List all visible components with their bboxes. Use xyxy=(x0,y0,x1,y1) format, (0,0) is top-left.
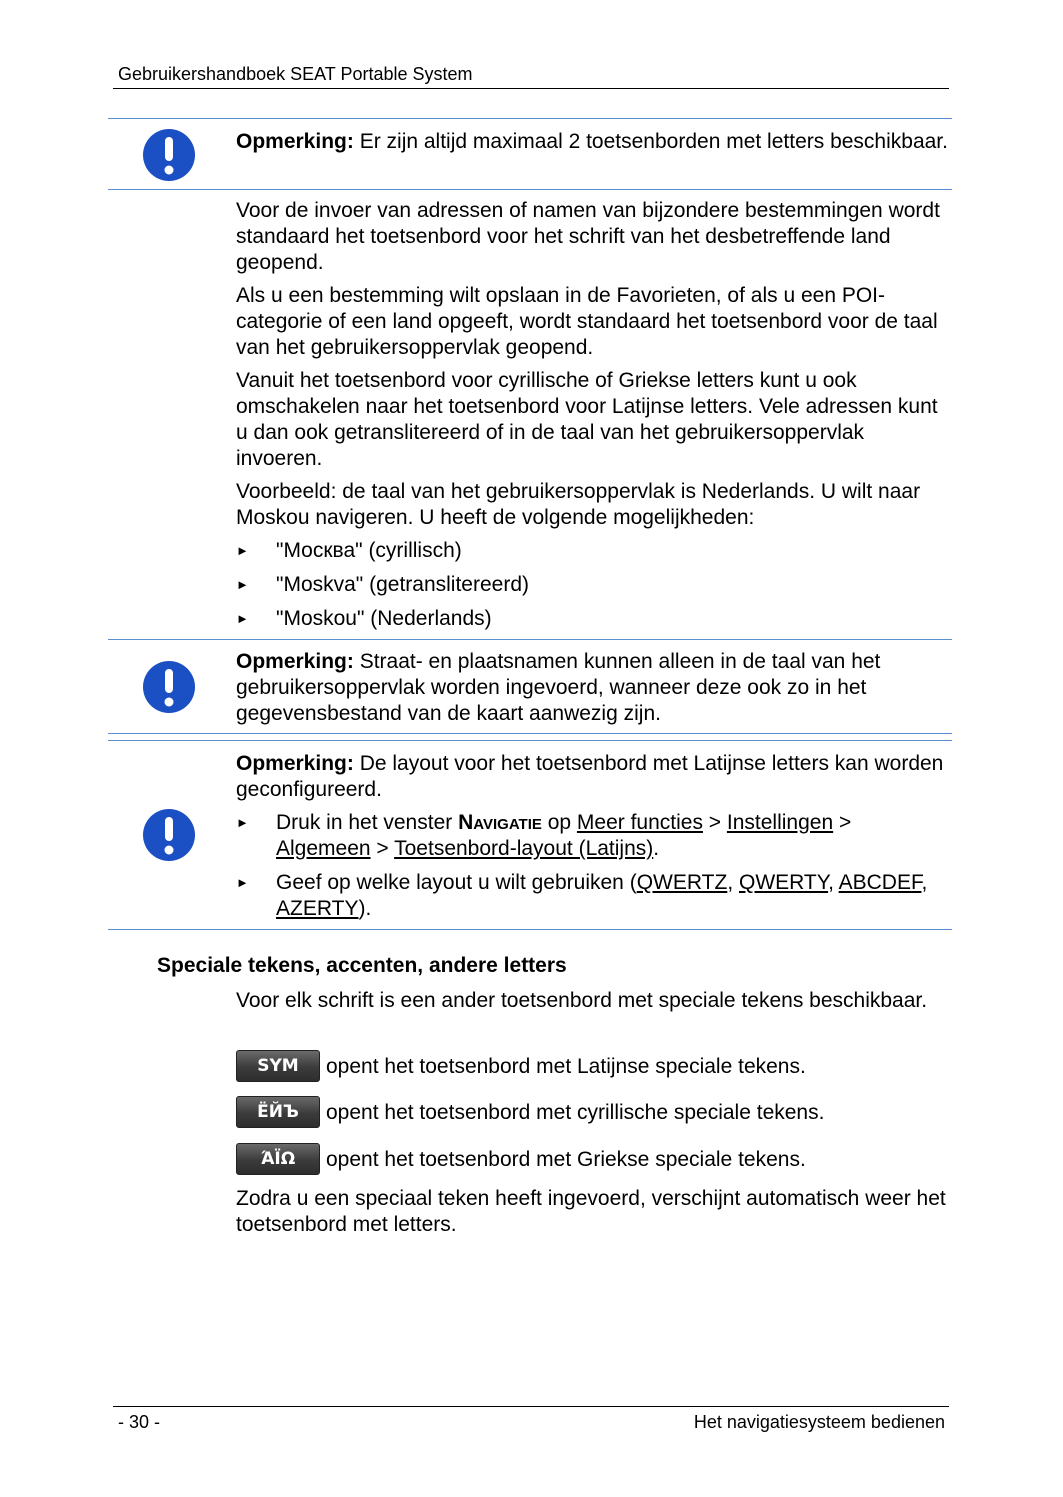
layout-option-qwerty[interactable]: QWERTY xyxy=(738,871,829,894)
note1-bottom-rule xyxy=(108,189,952,190)
greek-key-button[interactable]: ΆΪΩ xyxy=(236,1143,320,1175)
menu-link-toetsenbord-layout[interactable]: Toetsenbord-layout (Latijns) xyxy=(394,837,654,860)
cyrillic-key-button[interactable]: ЁЙЪ xyxy=(236,1096,320,1128)
key-description: opent het toetsenbord met Latijnse speciale tekens. xyxy=(326,1055,806,1078)
key-description: opent het toetsenbord met cyrillische speciale tekens. xyxy=(326,1101,825,1124)
key-row-greek xyxy=(236,1141,806,1173)
bullet-arrow-icon: ► xyxy=(236,543,249,558)
list-item xyxy=(236,870,948,922)
paragraph: Voor de invoer van adressen of namen van bijzondere bestemmingen wordt standaard het toetsenbord voor het schrift van het desbetreffende land geopend. xyxy=(236,199,940,274)
menu-link-instellingen[interactable]: Instellingen xyxy=(726,811,834,834)
chapter-title: Het navigatiesysteem bedienen xyxy=(693,1412,945,1432)
list-item-text xyxy=(276,810,948,862)
paragraph: Als u een bestemming wilt opslaan in de Favorieten, of als u een POI-categorie of een land opgeeft, wordt standaard het toetsenbord voor de taal van het gebruikersoppervlak geopend. xyxy=(236,284,938,359)
menu-link-algemeen[interactable]: Algemeen xyxy=(276,837,371,860)
section-intro: Voor elk schrift is een ander toetsenbord met speciale tekens beschikbaar. xyxy=(236,989,928,1012)
separator: > xyxy=(702,811,727,834)
note-body: Er zijn altijd maximaal 2 toetsenborden met letters beschikbaar. xyxy=(353,130,948,153)
note3-bottom-rule xyxy=(108,929,952,930)
separator: , xyxy=(727,871,739,894)
bullet-arrow-icon: ► xyxy=(236,577,249,592)
key-row-cyrillic xyxy=(236,1094,824,1126)
note2-text xyxy=(236,649,948,727)
separator: > xyxy=(370,837,395,860)
footer-rule xyxy=(113,1406,949,1407)
list-item xyxy=(236,810,948,862)
note-label: Opmerking: xyxy=(236,650,354,673)
key-row-sym xyxy=(236,1048,806,1080)
layout-option-qwertz[interactable]: QWERTZ xyxy=(636,871,728,894)
paragraph: Voorbeeld: de taal van het gebruikersoppervlak is Nederlands. U wilt naar Moskou navigeren. U heeft de volgende mogelijkheden: xyxy=(236,480,921,529)
note1-text xyxy=(236,129,948,155)
bullet-arrow-icon: ► xyxy=(236,611,249,626)
list-item-text xyxy=(276,870,948,922)
layout-option-abcdef[interactable]: ABCDEF xyxy=(838,871,922,894)
menu-link-meer-functies[interactable]: Meer functies xyxy=(576,811,703,834)
exclamation-icon xyxy=(142,808,196,862)
sym-key-button[interactable]: SYM xyxy=(236,1050,320,1082)
separator: , xyxy=(921,871,928,894)
page-header-title: Gebruikershandboek SEAT Portable System xyxy=(118,64,473,84)
bullet-arrow-icon: ► xyxy=(236,815,249,830)
note-label: Opmerking: xyxy=(236,752,354,775)
list-item xyxy=(236,538,948,564)
note-body: De layout voor het toetsenbord met Latijnse letters kan worden geconfigureerd. xyxy=(236,752,944,801)
list-item xyxy=(236,606,948,632)
step-text: . xyxy=(653,837,660,860)
note-label: Opmerking: xyxy=(236,130,354,153)
exclamation-icon xyxy=(142,128,196,182)
key-description: opent het toetsenbord met Griekse speciale tekens. xyxy=(326,1148,806,1171)
step-text: Geef op welke layout u wilt gebruiken ( xyxy=(276,871,637,894)
layout-option-azerty[interactable]: AZERTY xyxy=(276,897,359,920)
section-heading: Speciale tekens, accenten, andere letters xyxy=(157,954,567,977)
note2-top-rule xyxy=(108,639,952,640)
note3-top-rule xyxy=(108,740,952,741)
list-item-text: "Moskou" (Nederlands) xyxy=(276,607,492,630)
note1-top-rule xyxy=(108,118,952,119)
window-name: Navigatie xyxy=(458,811,542,834)
step-text: Druk in het venster xyxy=(276,811,459,834)
paragraph: Vanuit het toetsenbord voor cyrillische of Griekse letters kunt u ook omschakelen naar het toetsenbord voor Latijnse letters. Vele adressen kunt u dan ook getranslitereerd of in de taal van het gebruikersoppervlak invoeren. xyxy=(236,369,938,470)
note-body: Straat- en plaatsnamen kunnen alleen in de taal van het gebruikersoppervlak worden ingevoerd, wanneer deze ook zo in het gegevensbestand van de kaart aanwezig zijn. xyxy=(236,650,881,725)
bullet-arrow-icon: ► xyxy=(236,875,249,890)
step-text: ). xyxy=(358,897,372,920)
step-text: op xyxy=(541,811,577,834)
section-outro: Zodra u een speciaal teken heeft ingevoerd, verschijnt automatisch weer het toetsenbord met letters. xyxy=(236,1187,946,1236)
separator: > xyxy=(833,811,852,834)
note2-bottom-rule xyxy=(108,733,952,734)
list-item-text: "Moskva" (getranslitereerd) xyxy=(276,573,529,596)
list-item xyxy=(236,572,948,598)
exclamation-icon xyxy=(142,660,196,714)
header-rule xyxy=(113,88,949,89)
page-number: - 30 - xyxy=(118,1412,161,1432)
list-item-text: "Москва" (cyrillisch) xyxy=(276,539,462,562)
note3-text xyxy=(236,751,948,803)
separator: , xyxy=(828,871,834,894)
